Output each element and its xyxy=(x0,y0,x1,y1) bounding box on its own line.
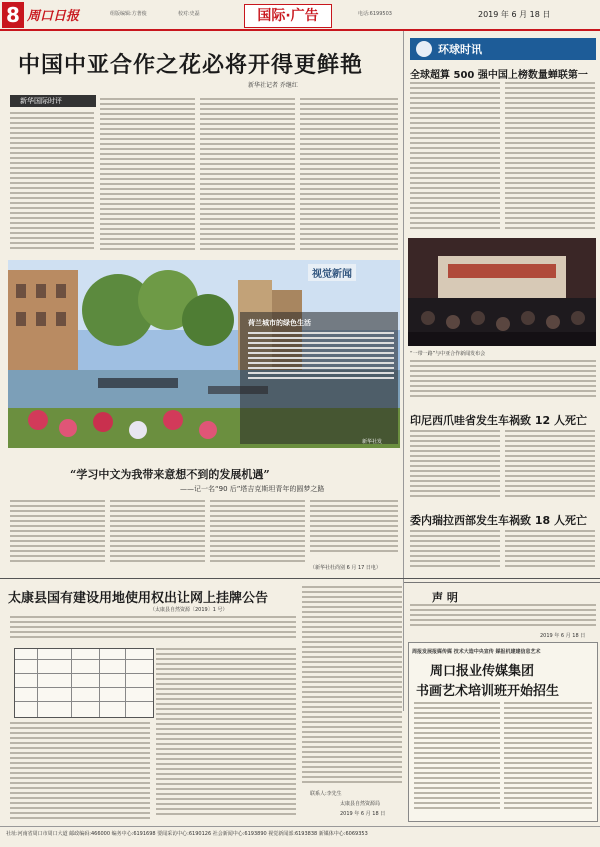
feature-headline: “学习中文为我带来意想不到的发展机遇” xyxy=(70,468,270,481)
lead-text-col-3 xyxy=(200,98,295,252)
paper-name: 周口日报 xyxy=(27,9,80,24)
section-divider xyxy=(0,578,600,579)
feature-text-col-2 xyxy=(110,500,205,568)
lead-tag: 新华国际时评 xyxy=(10,95,96,107)
notice-subtitle: （太康县自然资源〔2019〕1 号） xyxy=(150,607,228,613)
story3-text-col-1 xyxy=(410,530,500,575)
story2-text-col-1 xyxy=(410,430,500,502)
notice-date: 2019 年 6 月 18 日 xyxy=(340,811,386,817)
lead-text-col-1 xyxy=(10,112,94,252)
column-divider xyxy=(403,31,404,711)
notice-text-col-2 xyxy=(156,648,296,822)
story2-text-col-2 xyxy=(505,430,595,502)
statement-text xyxy=(410,604,596,632)
notice-title: 太康县国有建设用地使用权出让网上挂牌公告 xyxy=(8,591,269,606)
feature-text-col-4 xyxy=(310,500,398,560)
proofreader-info: 校对:史磊 xyxy=(178,11,200,17)
globe-icon xyxy=(416,41,432,57)
lead-text-col-2 xyxy=(100,98,195,252)
ad-title-line1: 周口报业传媒集团 xyxy=(430,664,535,679)
ad-title-line2: 书画艺术培训班开始招生 xyxy=(416,684,560,699)
conference-photo xyxy=(408,238,596,346)
lead-byline: 新华社记者 乔继红 xyxy=(248,82,298,89)
statement-top-rule xyxy=(404,582,600,583)
statement-date: 2019 年 6 月 18 日 xyxy=(540,633,586,639)
footer-text: 社址:河南省周口市周口大道 邮政编码:466000 编务中心:6191698 要闻采访中心:6190126 社会新闻中心:6193890 视觉新闻部:6193838 新媒体中心:6069353 xyxy=(6,831,368,837)
phone-info: 电话:6199503 xyxy=(358,11,392,17)
section-title: 国际·广告 xyxy=(244,4,332,28)
feature-credit: （新华社杜尚别 6 月 17 日电） xyxy=(310,565,381,571)
lead-headline: 中国中亚合作之花必将开得更鲜艳 xyxy=(18,52,364,78)
notice-text-col-3 xyxy=(302,586,402,786)
photo-credit: 新华社发 xyxy=(362,439,383,445)
notice-authority: 太康县自然资源局 xyxy=(340,801,381,807)
issue-date: 2019 年 6 月 18 日 xyxy=(478,10,551,19)
ad-text-col-2 xyxy=(504,702,592,812)
ad-slogan: 周报发展报媒传媒 技术大造中央宣传 媒报机建建信息艺术 xyxy=(412,649,541,655)
notice-table xyxy=(14,648,154,718)
page-number: 8 xyxy=(2,2,24,28)
editor-info: 组版编辑:方著俊 xyxy=(110,11,147,17)
notice-text-col-1 xyxy=(10,722,150,822)
visual-news-label: 视觉新闻 xyxy=(308,264,356,281)
lead-text-col-4 xyxy=(300,98,398,252)
statement-title: 声 明 xyxy=(432,591,458,604)
masthead-rule xyxy=(0,29,600,31)
conference-caption: “一带一路”与中亚合作新闻发布会 xyxy=(410,351,486,357)
footer-rule xyxy=(0,826,600,827)
story1-title: 全球超算 500 强中国上榜数量蝉联第一 xyxy=(410,70,588,81)
story3-text-col-2 xyxy=(505,530,595,575)
feature-subhead: ——记一名“90 后”塔吉克斯坦青年的圆梦之路 xyxy=(180,485,325,493)
notice-intro-text xyxy=(10,616,296,644)
conference-caption-text xyxy=(410,360,596,400)
notice-contact: 联系人:李先生 xyxy=(310,791,342,797)
story2-title: 印尼西爪哇省发生车祸致 12 人死亡 xyxy=(410,414,587,427)
photo-caption-text xyxy=(248,332,394,382)
story1-text-col-1 xyxy=(410,82,500,232)
ad-text-col-1 xyxy=(414,702,500,812)
story3-title: 委内瑞拉西部发生车祸致 18 人死亡 xyxy=(410,514,587,527)
feature-text-col-1 xyxy=(10,500,105,568)
photo-caption-title: 荷兰城市的绿色生活 xyxy=(248,319,311,327)
story1-text-col-2 xyxy=(505,82,595,232)
feature-text-col-3 xyxy=(210,500,305,568)
world-times-brand: 环球时讯 xyxy=(438,43,482,56)
